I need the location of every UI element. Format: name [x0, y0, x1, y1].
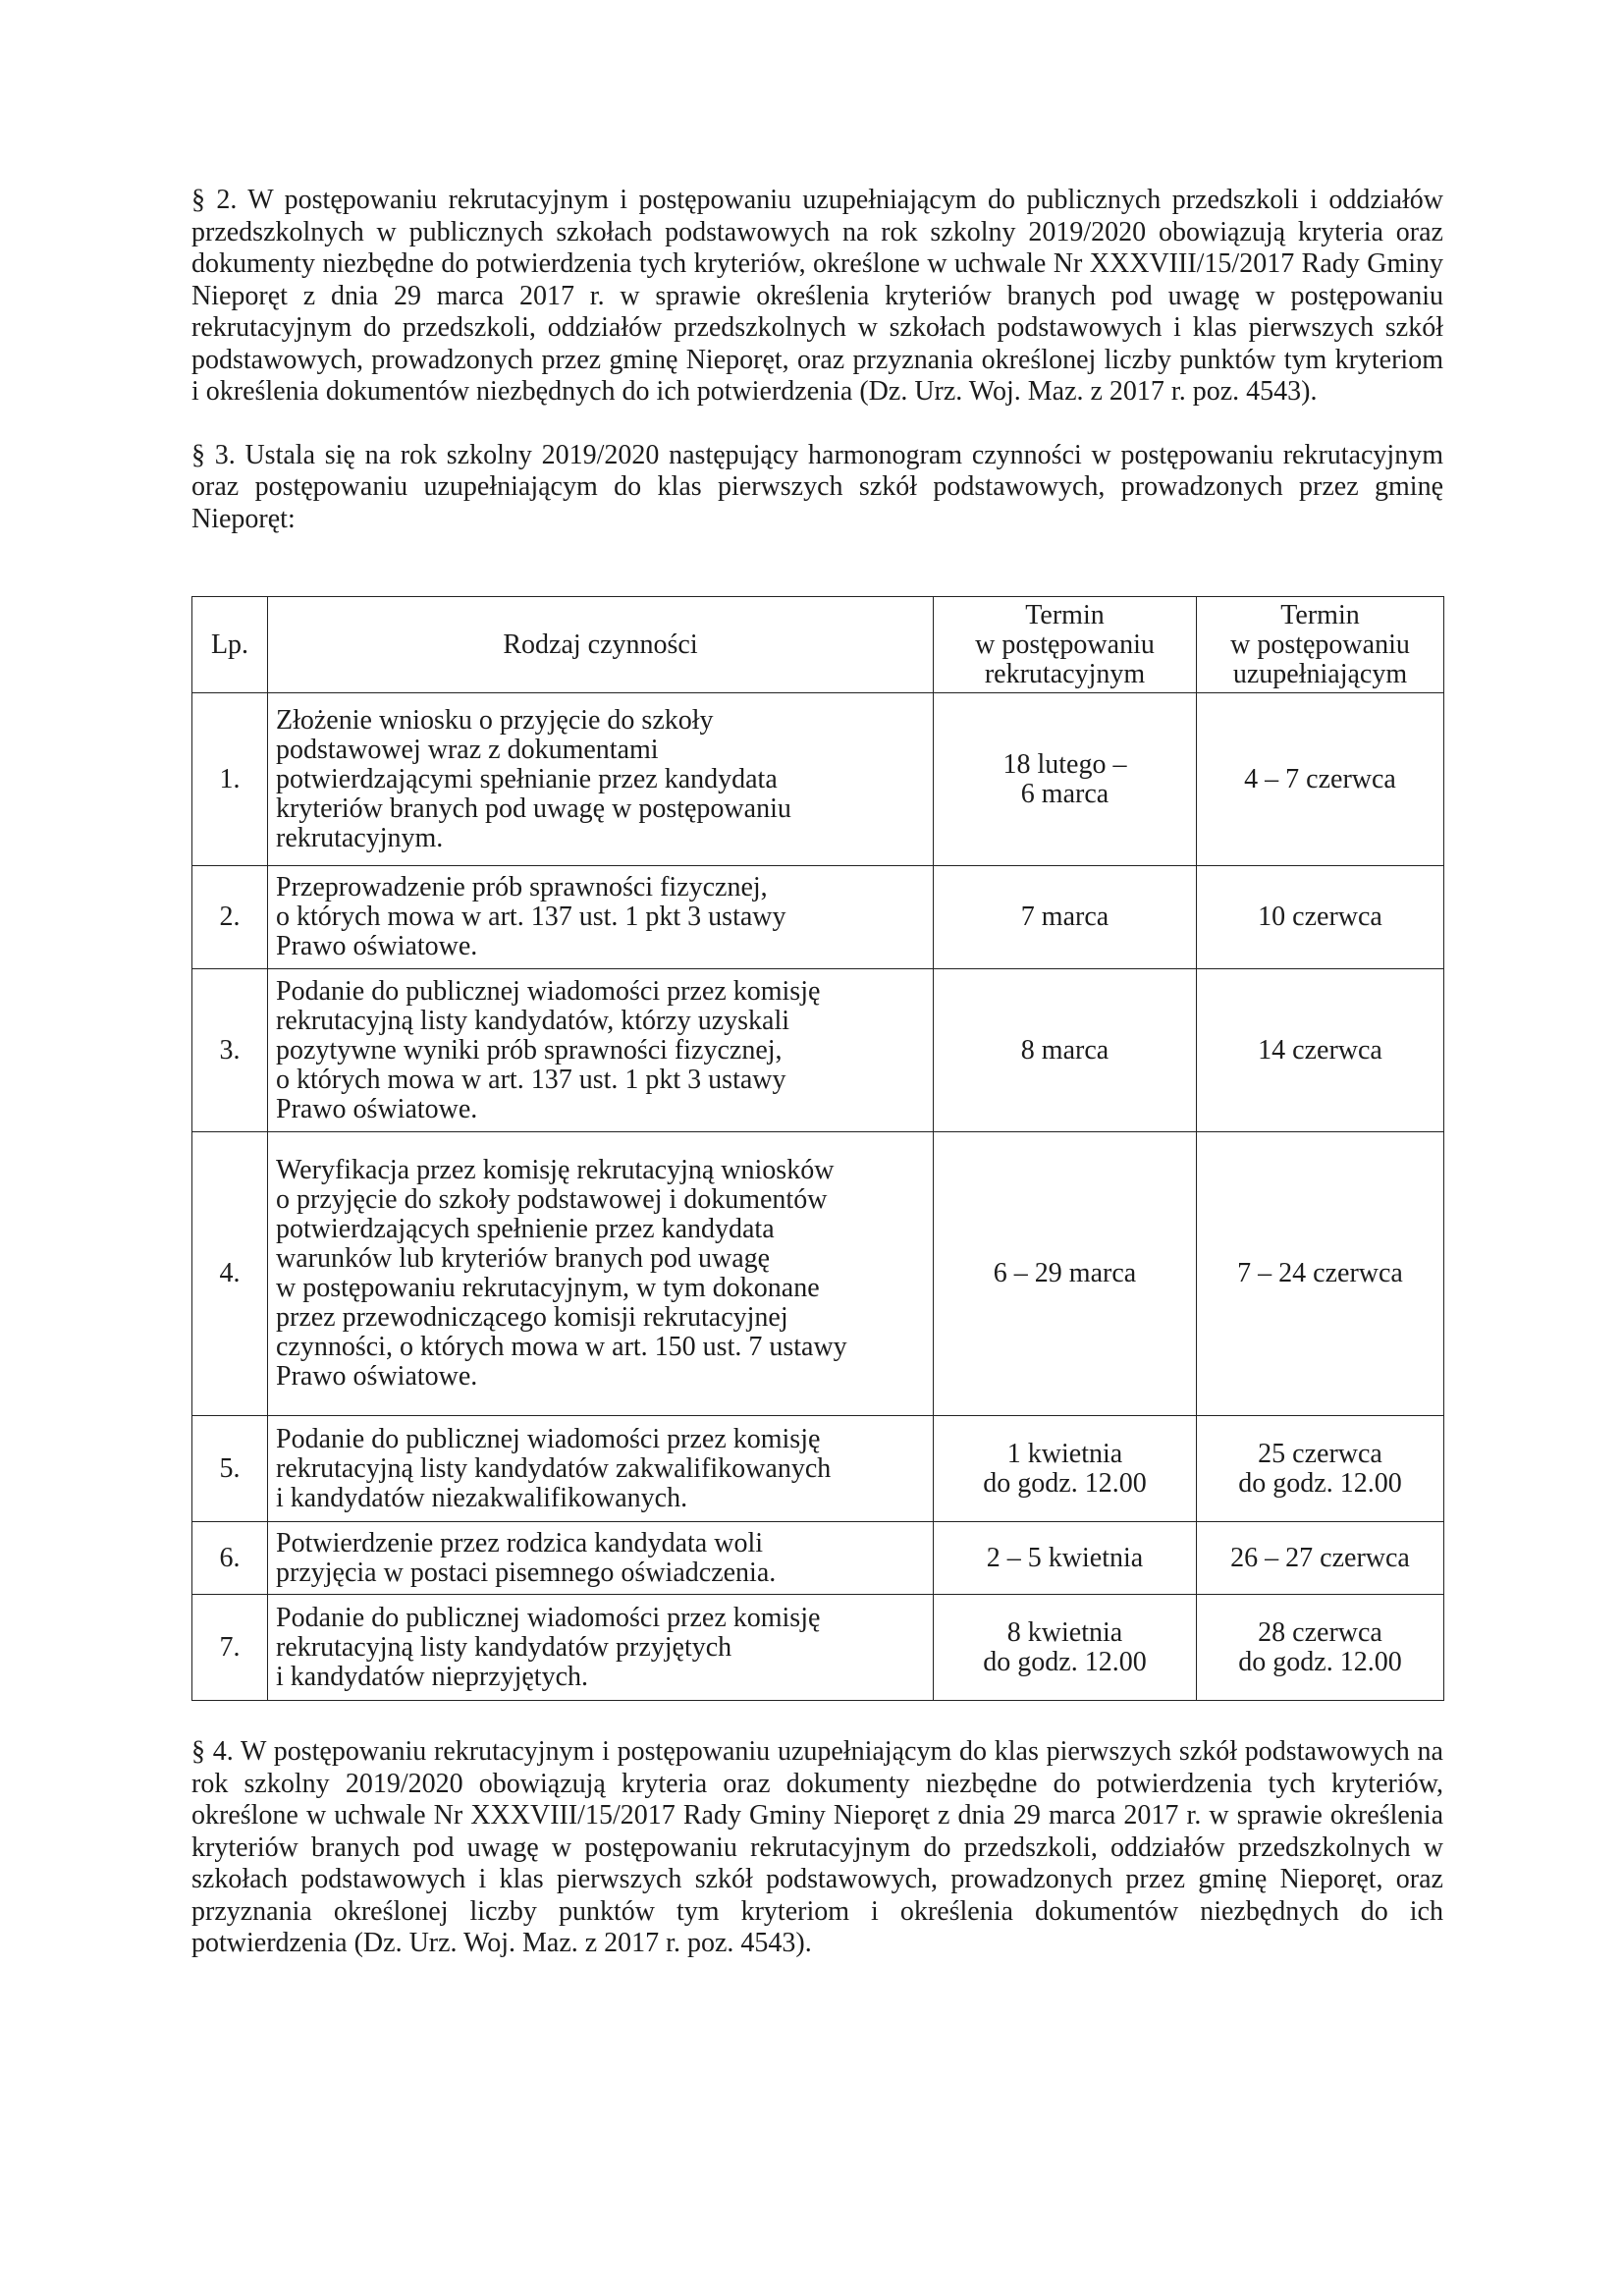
header-supplementary-date: Termin w postępowaniu uzupełniającym — [1197, 597, 1444, 693]
table-row — [192, 866, 1444, 969]
row-activity: Podanie do publicznej wiadomości przez komisję rekrutacyjną listy kandydatów zakwalifikowanych i kandydatów niezakwalifikowanych. — [268, 1416, 934, 1522]
row-activity: Potwierdzenie przez rodzica kandydata woli przyjęcia w postaci pisemnego oświadczenia. — [268, 1522, 934, 1595]
row-number: 4. — [192, 1132, 268, 1416]
table-row — [192, 969, 1444, 1132]
row-recruitment-date: 2 – 5 kwietnia — [934, 1522, 1197, 1595]
schedule-table — [191, 596, 1444, 1701]
row-supplementary-date: 26 – 27 czerwca — [1197, 1522, 1444, 1595]
table-row — [192, 1595, 1444, 1701]
row-supplementary-date: 7 – 24 czerwca — [1197, 1132, 1444, 1416]
paragraph-2: § 2. W postępowaniu rekrutacyjnym i postępowaniu uzupełniającym do publicznych przedszkoli i oddziałów przedszkolnych w publicznych szkołach podstawowych na rok szkolny 2019/2020 obowiązują kryteria oraz dokumenty niezbędne do potwierdzenia tych kryteriów, określone w uchwale Nr XXXVIII/15/2017 Rady Gminy Nieporęt z dnia 29 marca 2017 r. w sprawie określenia kryteriów branych pod uwagę w postępowaniu rekrutacyjnym do przedszkoli, oddziałów przedszkolnych w szkołach podstawowych i klas pierwszych szkół podstawowych, prowadzonych przez gminę Nieporęt, oraz przyznania określonej liczby punktów tym kryteriom i określenia dokumentów niezbędnych do ich potwierdzenia (Dz. Urz. Woj. Maz. z 2017 r. poz. 4543). — [191, 185, 1443, 407]
row-number: 3. — [192, 969, 268, 1132]
table-row — [192, 1522, 1444, 1595]
row-recruitment-date: 6 – 29 marca — [934, 1132, 1197, 1416]
table-row — [192, 1132, 1444, 1416]
row-number: 5. — [192, 1416, 268, 1522]
paragraph-3: § 3. Ustala się na rok szkolny 2019/2020 następujący harmonogram czynności w postępowaniu rekrutacyjnym oraz postępowaniu uzupełniającym do klas pierwszych szkół podstawowych, prowadzonych przez gminę Nieporęt: — [191, 439, 1443, 534]
header-lp: Lp. — [192, 597, 268, 693]
row-activity: Podanie do publicznej wiadomości przez komisję rekrutacyjną listy kandydatów przyjętych i kandydatów nieprzyjętych. — [268, 1595, 934, 1701]
paragraph-4: § 4. W postępowaniu rekrutacyjnym i postępowaniu uzupełniającym do klas pierwszych szkół podstawowych na rok szkolny 2019/2020 obowiązują kryteria oraz dokumenty niezbędne do potwierdzenia tych kryteriów, określone w uchwale Nr XXXVIII/15/2017 Rady Gminy Nieporęt z dnia 29 marca 2017 r. w sprawie określenia kryteriów branych pod uwagę w postępowaniu rekrutacyjnym do przedszkoli, oddziałów przedszkolnych w szkołach podstawowych i klas pierwszych szkół podstawowych, prowadzonych przez gminę Nieporęt, oraz przyznania określonej liczby punktów tym kryteriom i określenia dokumentów niezbędnych do ich potwierdzenia (Dz. Urz. Woj. Maz. z 2017 r. poz. 4543). — [191, 1736, 1443, 1958]
header-recruitment-date: Termin w postępowaniu rekrutacyjnym — [934, 597, 1197, 693]
header-activity: Rodzaj czynności — [268, 597, 934, 693]
table-row — [192, 1416, 1444, 1522]
row-activity: Podanie do publicznej wiadomości przez komisję rekrutacyjną listy kandydatów, którzy uzyskali pozytywne wyniki prób sprawności fizycznej, o których mowa w art. 137 ust. 1 pkt 3 ustawy Prawo oświatowe. — [268, 969, 934, 1132]
row-recruitment-date: 7 marca — [934, 866, 1197, 969]
row-recruitment-date: 18 lutego – 6 marca — [934, 693, 1197, 866]
row-number: 7. — [192, 1595, 268, 1701]
row-activity: Złożenie wniosku o przyjęcie do szkoły podstawowej wraz z dokumentami potwierdzającymi spełnianie przez kandydata kryteriów branych pod uwagę w postępowaniu rekrutacyjnym. — [268, 693, 934, 866]
row-activity: Weryfikacja przez komisję rekrutacyjną wniosków o przyjęcie do szkoły podstawowej i dokumentów potwierdzających spełnienie przez kandydata warunków lub kryteriów branych pod uwagę w postępowaniu rekrutacyjnym, w tym dokonane przez przewodniczącego komisji rekrutacyjnej czynności, o których mowa w art. 150 ust. 7 ustawy Prawo oświatowe. — [268, 1132, 934, 1416]
row-number: 6. — [192, 1522, 268, 1595]
row-recruitment-date: 1 kwietnia do godz. 12.00 — [934, 1416, 1197, 1522]
row-recruitment-date: 8 marca — [934, 969, 1197, 1132]
row-supplementary-date: 10 czerwca — [1197, 866, 1444, 969]
table-header-row — [192, 597, 1444, 693]
table-row — [192, 693, 1444, 866]
row-supplementary-date: 25 czerwca do godz. 12.00 — [1197, 1416, 1444, 1522]
row-supplementary-date: 4 – 7 czerwca — [1197, 693, 1444, 866]
row-number: 2. — [192, 866, 268, 969]
row-supplementary-date: 28 czerwca do godz. 12.00 — [1197, 1595, 1444, 1701]
row-supplementary-date: 14 czerwca — [1197, 969, 1444, 1132]
row-number: 1. — [192, 693, 268, 866]
document-page — [191, 185, 1443, 1960]
row-recruitment-date: 8 kwietnia do godz. 12.00 — [934, 1595, 1197, 1701]
row-activity: Przeprowadzenie prób sprawności fizycznej, o których mowa w art. 137 ust. 1 pkt 3 ustawy Prawo oświatowe. — [268, 866, 934, 969]
